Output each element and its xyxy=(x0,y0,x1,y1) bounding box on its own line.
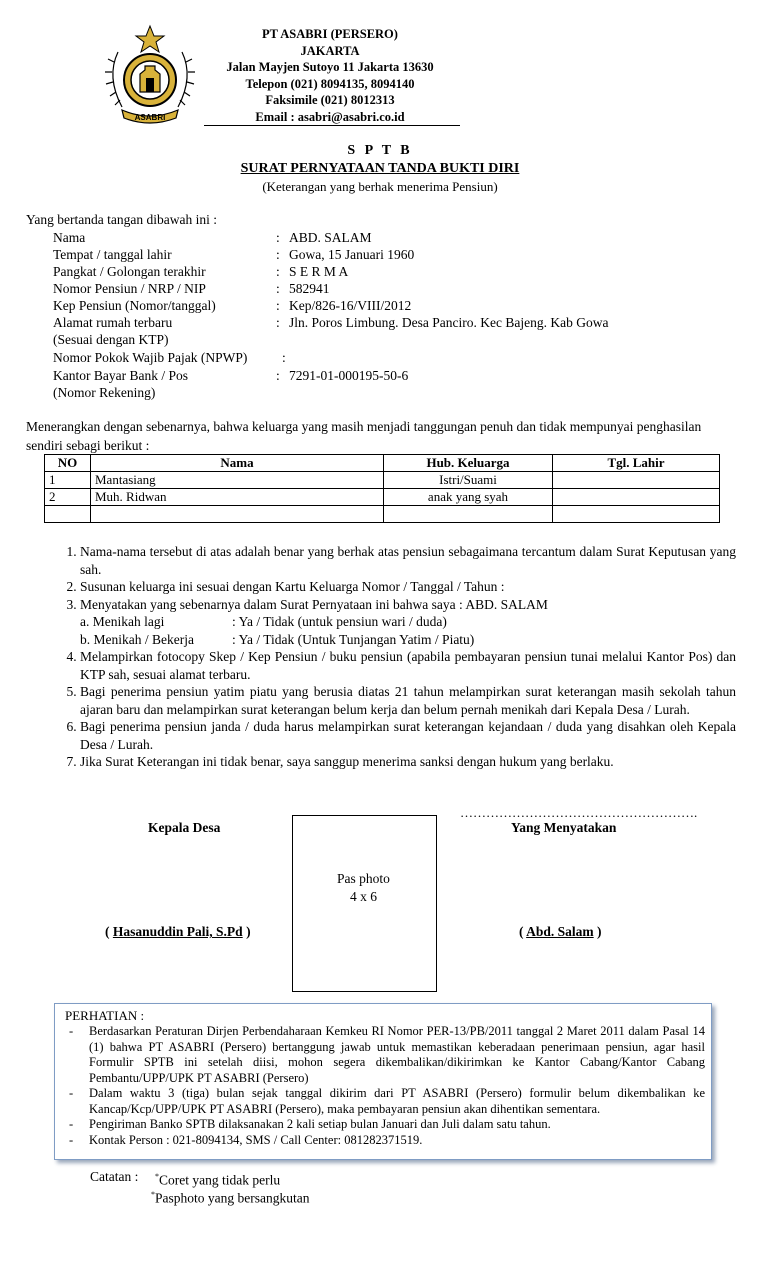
note-item xyxy=(80,596,736,649)
cell-no: 1 xyxy=(45,472,91,489)
cell-name xyxy=(91,506,384,523)
cell-relation: anak yang syah xyxy=(384,489,553,506)
catatan-line-1: *Coret yang tidak perlu xyxy=(155,1172,281,1188)
note-item: 1. Nama-nama tersebut di atas adalah benar yang berhak atas pensiun sebagaimana tercantum dalam Surat Keputusan yang sah. xyxy=(80,543,736,578)
table-header-row xyxy=(45,455,720,472)
field-value: Jln. Poros Limbung. Desa Panciro. Kec Bajeng. Kab Gowa xyxy=(289,315,609,330)
catatan-label: Catatan : xyxy=(90,1169,139,1184)
company-phone: Telepon (021) 8094135, 8094140 xyxy=(245,76,415,91)
attention-item: - Kontak Person : 021-8094134, SMS / Call Center: 081282371519. xyxy=(65,1133,705,1149)
company-address: Jalan Mayjen Sutoyo 11 Jakarta 13630 xyxy=(226,60,434,74)
company-fax: Faksimile (021) 8012313 xyxy=(265,93,395,107)
attention-item: - Berdasarkan Peraturan Dirjen Perbendaharaan Kemkeu RI Nomor PER-13/PB/2011 tanggal 2 Maret 2011 dalam Pasal 14 (1) bahwa PT ASABRI (Persero) bertanggung jawab untuk memastikan keberadaan penerimaan pensiun, agar hasil Formulir SPTB ini setelah diisi, mohon segera dikembalikan/dikirimkan ke Kantor Cabang/Kantor Cabang Pembantu/UPP/UPK PT ASABRI (Persero) xyxy=(65,1024,705,1086)
family-table xyxy=(44,454,720,523)
field-value: ABD. SALAM xyxy=(289,230,372,245)
date-dots: ………………………………………………. xyxy=(460,805,698,820)
field-label: Nomor Pokok Wajib Pajak (NPWP) xyxy=(53,350,248,365)
note-sub-b: b. Menikah / Bekerja : Ya / Tidak (Untuk Tunjangan Yatim / Piatu) xyxy=(80,631,475,647)
letterhead xyxy=(200,26,460,125)
company-city: JAKARTA xyxy=(300,43,360,58)
cell-name: Muh. Ridwan xyxy=(91,489,384,506)
attention-list xyxy=(65,1024,705,1148)
title-subtitle: (Keterangan yang berhak menerima Pensiun) xyxy=(262,179,498,194)
notes-list xyxy=(58,543,736,771)
field-value: 582941 xyxy=(289,281,330,296)
field-label: Alamat rumah terbaru xyxy=(53,315,173,330)
svg-text:ASABRI: ASABRI xyxy=(134,113,166,122)
document-title xyxy=(180,142,580,196)
catatan-line-2: *Pasphoto yang bersangkutan xyxy=(151,1190,310,1206)
field-label: Nama xyxy=(53,230,86,245)
field-value: 7291-01-000195-50-6 xyxy=(289,368,409,383)
cell-name: Mantasiang xyxy=(91,472,384,489)
table-row xyxy=(45,472,720,489)
cell-birthdate xyxy=(553,489,720,506)
field-label: Kantor Bayar Bank / Pos xyxy=(53,368,188,383)
field-label: Pangkat / Golongan terakhir xyxy=(53,264,206,279)
title-name: SURAT PERNYATAAN TANDA BUKTI DIRI xyxy=(240,161,520,176)
field-value: Gowa, 15 Januari 1960 xyxy=(289,247,415,262)
photo-label: Pas photo 4 x 6 xyxy=(337,871,390,904)
col-header-no: NO xyxy=(45,455,91,472)
company-name: PT ASABRI (PERSERO) xyxy=(262,27,398,41)
field-value: Kep/826-16/VIII/2012 xyxy=(289,298,412,313)
col-header-relation: Hub. Keluarga xyxy=(384,455,553,472)
asabri-logo xyxy=(100,22,200,132)
field-label: (Nomor Rekening) xyxy=(53,385,156,400)
cell-no: 2 xyxy=(45,489,91,506)
left-signer-name: ( Hasanuddin Pali, S.Pd ) xyxy=(105,924,251,939)
note-item: 7. Jika Surat Keterangan ini tidak benar, saya sanggup menerima sanksi dengan hukum yang berlaku. xyxy=(80,753,736,771)
attention-title: PERHATIAN : xyxy=(65,1008,145,1023)
company-email: Email : asabri@asabri.co.id xyxy=(255,109,405,124)
note-item: 4. Melampirkan fotocopy Skep / Kep Pensiun / buku pensiun (apabila pembayaran pensiun tunai melalui Kantor Pos) dan KTP sah, sesuai alamat terbaru. xyxy=(80,648,736,683)
cell-birthdate xyxy=(553,472,720,489)
note-item: 5. Bagi penerima pensiun yatim piatu yang berusia diatas 21 tahun melampirkan surat keterangan masih sekolah tahun ajaran baru dan melampirkan surat keterangan belum kerja dan belum pernah menikah dari Kepala Desa / Lurah. xyxy=(80,683,736,718)
header-divider xyxy=(204,125,460,126)
col-header-birthdate: Tgl. Lahir xyxy=(553,455,720,472)
table-row xyxy=(45,506,720,523)
attention-item: - Pengiriman Banko SPTB dilaksanakan 2 kali setiap bulan Januari dan Juli dalam satu tahun. xyxy=(65,1117,705,1133)
field-label: (Sesuai dengan KTP) xyxy=(53,332,169,347)
note-sub-a: a. Menikah lagi : Ya / Tidak (untuk pensiun wari / duda) xyxy=(80,614,447,629)
attention-item: - Dalam waktu 3 (tiga) bulan sejak tanggal dikirim dari PT ASABRI (Persero) formulir belum dikembalikan ke Kancap/Kcp/UPP/UPK PT ASABRI (Persero), maka pembayaran pensiun akan dihentikan sementara. xyxy=(65,1086,705,1117)
note-text: Menyatakan yang sebenarnya dalam Surat Pernyataan ini bahwa saya : ABD. SALAM xyxy=(80,596,548,612)
table-row xyxy=(45,489,720,506)
cell-birthdate xyxy=(553,506,720,523)
cell-no xyxy=(45,506,91,523)
field-value: S E R M A xyxy=(289,264,349,279)
right-signer-title: Yang Menyatakan xyxy=(511,820,617,835)
cell-relation: Istri/Suami xyxy=(384,472,553,489)
attention-box xyxy=(54,1003,712,1160)
cell-relation xyxy=(384,506,553,523)
left-signer-title: Kepala Desa xyxy=(148,820,221,835)
title-code: S P T B xyxy=(347,143,413,158)
intro-text: Yang bertanda tangan dibawah ini : xyxy=(26,212,217,227)
field-label: Nomor Pensiun / NRP / NIP xyxy=(53,281,206,296)
right-signer-name: ( Abd. Salam ) xyxy=(519,924,602,939)
col-header-name: Nama xyxy=(91,455,384,472)
note-item: 2. Susunan keluarga ini sesuai dengan Kartu Keluarga Nomor / Tanggal / Tahun : xyxy=(80,578,736,596)
field-label: Kep Pensiun (Nomor/tanggal) xyxy=(53,298,216,313)
statement-text: Menerangkan dengan sebenarnya, bahwa keluarga yang masih menjadi tanggungan penuh dan tidak mempunyai penghasilan sendiri sebagi berikut : xyxy=(26,419,702,453)
field-label: Tempat / tanggal lahir xyxy=(53,247,172,262)
note-item: 6. Bagi penerima pensiun janda / duda harus melampirkan surat keterangan kejandaan / duda yang disahkan oleh Kepala Desa / Lurah. xyxy=(80,718,736,753)
